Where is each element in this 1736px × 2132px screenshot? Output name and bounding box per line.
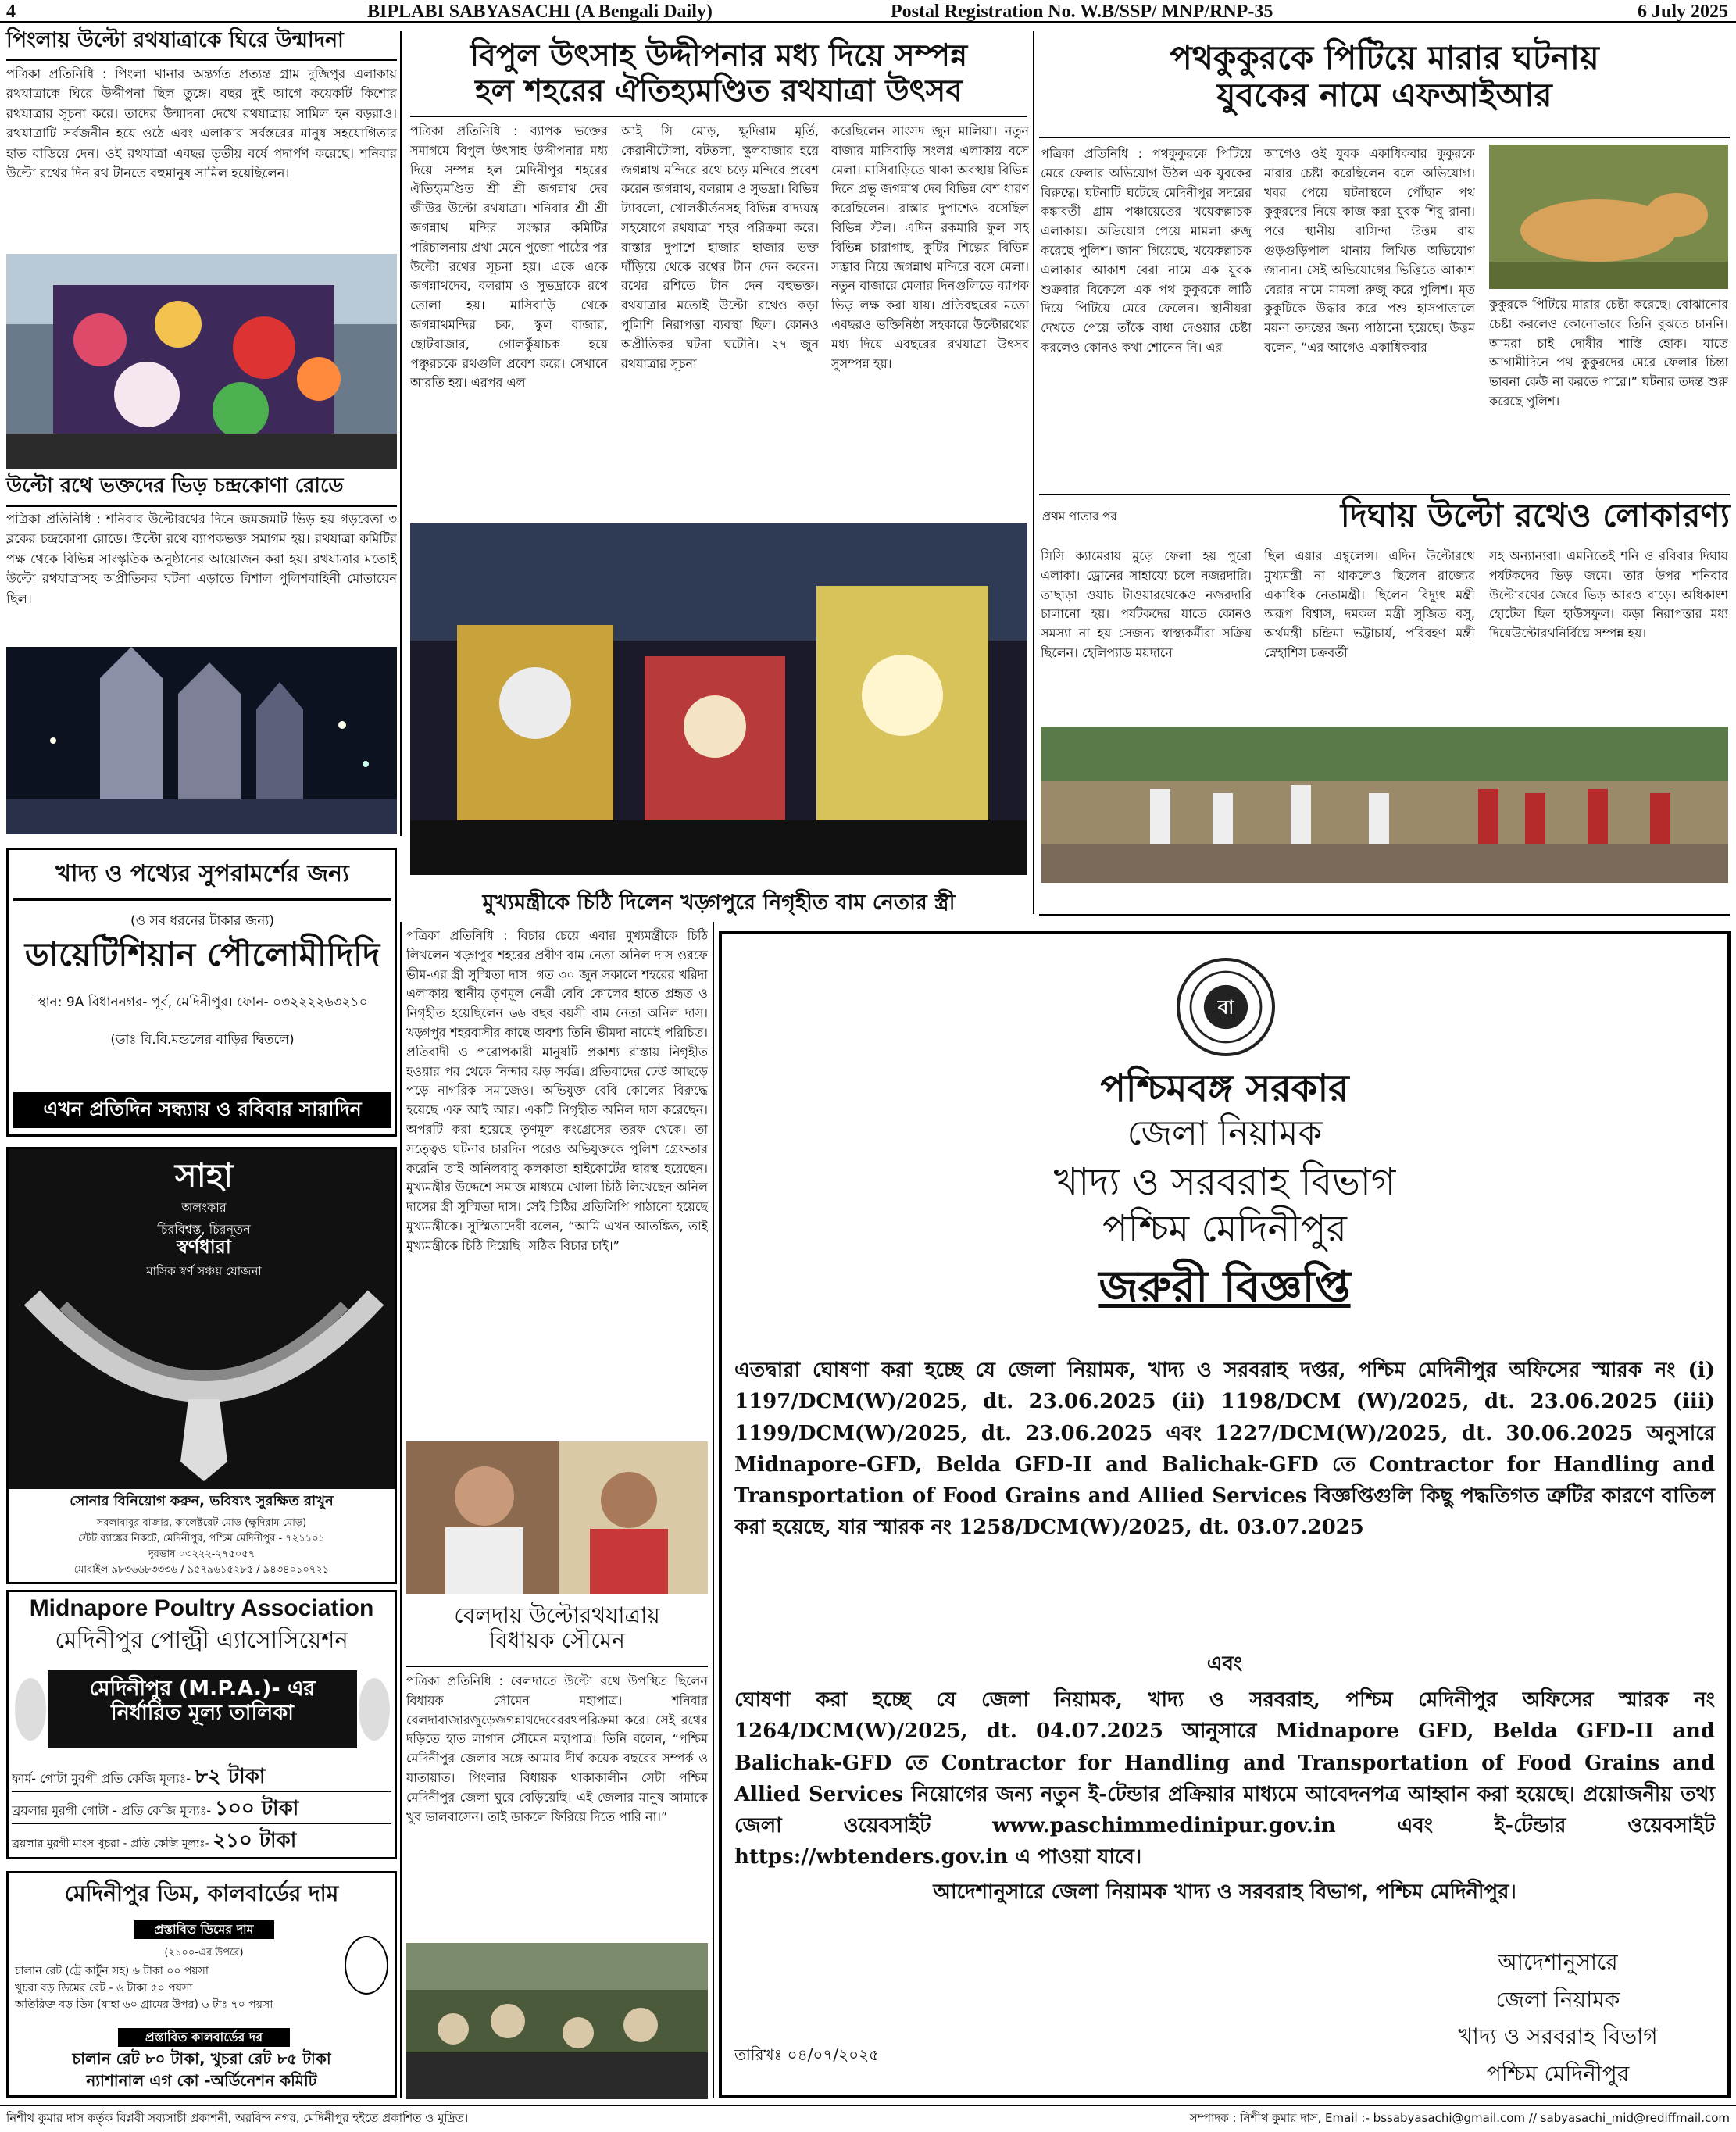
story-headline: মুখ্যমন্ত্রীকে চিঠি দিলেন খড়্গপুরে নিগৃহীত বাম নেতার স্ত্রী [482, 891, 956, 915]
divider [406, 1666, 708, 1667]
brand-tagline: চিরবিশ্বস্ত, চিরনূতন [157, 1222, 251, 1237]
egg-price-ad [6, 1871, 397, 2098]
ad-phone: দূরভাষ ০৩২২২-২৭৫০৫৭ [148, 1548, 255, 1560]
bird-price-heading: প্রস্তাবিত কালবার্ডের দর [118, 2028, 290, 2047]
story-headline: উল্টো রথে ভক্তদের ভিড় চন্দ্রকোণা রোডে [6, 474, 344, 498]
editor-contact: সম্পাদক : নিশীথ কুমার দাস, Email :- bssabyasachi@gmail.com // sabyasachi_mid@rediffmail.com [1189, 2111, 1730, 2125]
postal-registration: Postal Registration No. W.B/SSP/ MNP/RNP-35 [891, 2, 1273, 22]
jewellery-ad [6, 1147, 397, 1584]
story-column: পত্রিকা প্রতিনিধি : ব্যাপক ভক্তের সমাগমে বিপুল উৎসাহ উদ্দীপনার মধ্য দিয়ে সম্পন্ন হল মেদিনীপুর শহরের ঐতিহ্যমণ্ডিত শ্রী শ্রী জগন্নাথ দেব জীউর উল্টো রথযাত্রা। শনিবার শ্রী শ্রী জগন্নাথ মন্দির সংস্কার কমিটির পরিচালনায় প্রথা মেনে পুজো পাঠের পর উল্টো রথের সূচনা হয়। একে একে জগন্নাথদেব, বলরাম ও সুভদ্রাকে রথে তোলা হয়। মাসিবাড়ি থেকে জগন্নাথমন্দির চক, স্কুল বাজার, ছোটবাজার, গোলকুঁয়াচক হয়ে পঞ্চুরচকে রথগুলি প্রবেশ করে। সেখানে আরতি হয়। এরপর এল [410, 123, 608, 391]
ad-footer-banner: এখন প্রতিদিন সন্ধ্যায় ও রবিবার সারাদিন [13, 1092, 391, 1128]
brand-sub: অলংকার [181, 1200, 227, 1215]
svg-text:বা: বা [1217, 995, 1234, 1019]
ad-mobile: মোবাইল ৯৮৩৬৬৮৩৩৩৬ / ৯৫৭৯৬১৫২৮৫ / ৯৪৩৪০১০৭২১ [73, 1564, 330, 1576]
government-emblem-icon [1177, 958, 1275, 1056]
notice-paragraph: ঘোষণা করা হচ্ছে যে জেলা নিয়ামক, খাদ্য ও সরবরাহ, পশ্চিম মেদিনীপুর অফিসের স্মারক নং 1264/DCM(W)/2025, dt. 04.07.2025 আনুসারে Midnapore GFD, Belda GFD-II and Balichak-GFD তে Contractor for Handling and Transportation of Food Grains and Allied Services নিয়োগের জন্য নতুন ই-টেন্ডার প্রক্রিয়ার মাধ্যমে আবেদনপত্র আহ্বান করা হয়েছে। প্রয়োজনীয় তথ্য জেলা ওয়েবসাইট www.paschimmedinipur.gov.in এবং ই-টেন্ডার ওয়েবসাইট https://wbtenders.gov.in এ পাওয়া যাবে। [734, 1688, 1715, 1870]
dietitian-ad [6, 848, 397, 1137]
notice-paragraph: এতদ্বারা ঘোষণা করা হচ্ছে যে জেলা নিয়ামক, খাদ্য ও সরবরাহ দপ্তর, পশ্চিম মেদিনীপুর অফিসের স্মারক নং (i) 1197/DCM(W)/2025, dt. 23.06.2025 (ii) 1198/DCM (W)/2025, dt. 23.06.2025 (iii) 1199/DCM(W)/2025, dt. 23.06.2025 এবং 1227/DCM(W)/2025, dt. 30.06.2025 অনুসারে Midnapore-GFD, Belda GFD-II and Balichak-GFD তে Contractor for Handling and Transportation of Food Grains and Allied Services বিজ্ঞপ্তিগুলি কিছু পদ্ধতিগত ত্রুটির কারণে বাতিল করা হয়েছে, যার স্মারক নং 1258/DCM(W)/2025, dt. 03.07.2025 [734, 1359, 1715, 1540]
notice-signature: আদেশানুসারে জেলা নিয়ামক খাদ্য ও সরবরাহ বিভাগ পশ্চিম মেদিনীপুর [1458, 1949, 1658, 2087]
bird-rate: চালান রেট ৮০ টাকা, খুচরা রেট ৮৫ টাকা [72, 2049, 331, 2068]
issue-date: 6 July 2025 [1637, 2, 1728, 22]
necklace-illustration [16, 1282, 391, 1485]
story-headline: পথকুকুরকে পিটিয়ে মারার ঘটনায় যুবকের নামে এফআইআর [1170, 38, 1599, 115]
notice-order: আদেশানুসারে জেলা নিয়ামক খাদ্য ও সরবরাহ বিভাগ, পশ্চিম মেদিনীপুর। [933, 1880, 1516, 1904]
scheme-subtitle: মাসিক স্বর্ণ সঞ্চয় যোজনা [146, 1264, 262, 1278]
story-body: পত্রিকা প্রতিনিধি : শনিবার উল্টোরথের দিনে জমজমাট ভিড় হয় গড়বেতা ৩ ব্লকের চন্দ্রকোণা রোডে। উল্টো রথে ব্যাপকভক্ত সমাগম হয়। রথযাত্রা কমিটির পক্ষ থেকে বিভিন্ন সাংস্কৃতিক অনুষ্ঠানের আয়োজন করা হয়। রথযাত্রার মতোই উল্টো রথযাত্রাসহ অপ্রীতিকর ঘটনা এড়াতে বিশাল পুলিশবাহিনী মোতায়েন ছিল। [6, 512, 397, 606]
story-column: সহ অন্যান্যরা। এমনিতেই শনি ও রবিবার দিঘায় পর্যটকদের ভিড় জমে। তার উপর শনিবার উল্টোরথের জেরে ভিড় আরও বাড়ে। অধিকাংশ হোটেল ছিল হাউসফুল। কড়া নিরাপত্তার মধ্য দিয়েউল্টোরথনির্বিঘ্নে সম্পন্ন হয়। [1489, 548, 1728, 641]
ad-subtitle: (ও সব ধরনের টাকার জন্য) [130, 913, 274, 929]
story-headline: দিঘায় উল্টো রথেও লোকারণ্য [1340, 496, 1730, 534]
story-column: করেছিলেন সাংসদ জুন মালিয়া। নতুন বাজার মাসিবাড়ি সংলগ্ন এলাকায় বসে মেলা। মাসিবাড়িতে থাকা অবস্থায় বিভিন্ন দিনে প্রভু জগন্নাথ দেব বিভিন্ন বেশ ধারণ করেছিলেন। রাস্তার দুপাশেও বসেছিল বিভিন্ন স্টল। এদিন রকমারি ফুল সহ বিভিন্ন চারাগাছ, কুটির শিল্পের বিভিন্ন সম্ভার নিয়ে জগন্নাথ মন্দিরে বসে মেলা। নতুন বাজারে মেলার দিনগুলিতে ব্যাপক ভিড় লক্ষ করা যায়। প্রতিবছরের মতো এবছরও ভক্তিনিষ্ঠা সহকারে উল্টোরথের মধ্য দিয়ে এবছরের রথযাত্রা উৎসব সুসম্পন্ন হয়। [831, 123, 1029, 371]
ad-title-bn: মেদিনীপুর পোল্ট্রী এ্যাসোসিয়েশন [55, 1627, 348, 1653]
page-number: 4 [6, 2, 16, 22]
story-headline: বেলদায় উল্টোরথযাত্রায় বিধায়ক সৌমেন [454, 1602, 660, 1654]
divider [6, 505, 397, 507]
poultry-ad [6, 1590, 397, 1859]
notice-date: তারিখঃ ০৪/০৭/২০২৫ [734, 2045, 880, 2064]
masthead-strip [0, 0, 1736, 23]
column-rule [400, 922, 402, 2098]
divider [1039, 914, 1730, 916]
notice-government: পশ্চিমবঙ্গ সরকার [1100, 1066, 1349, 1110]
committee-name: ন্যাশানাল এগ কো -অর্ডিনেশন কমিটি [86, 2071, 317, 2090]
government-notice [719, 931, 1731, 2098]
column-rule [1033, 31, 1034, 914]
notice-and: এবং [1206, 1652, 1243, 1676]
rath-photo [6, 254, 397, 469]
column-rule [713, 922, 714, 2098]
imprint-line: নিশীথ কুমার দাস কর্তৃক বিপ্লবী সব্যসাচী প্রকাশনী, অরবিন্দ নগর, মেদিনীপুর হইতে প্রকাশিত ও মুদ্রিত। [6, 2111, 469, 2125]
notice-department: খাদ্য ও সরবরাহ বিভাগ [1053, 1160, 1396, 1204]
story-column: কুকুরকে পিটিয়ে মারার চেষ্টা করেছে। বোঝানোর চেষ্টা করলেও কোনোভাবে তিনি বুঝতে চাননি। আমরা চাই দোষীর শাস্তি হোক। যাতে আগামীদিনে পথ কুকুরদের মেরে ফেলার চিন্তা ভাবনা কেউ না করতে পারে।” ঘটনার তদন্ত শুরু করেছে পুলিশ। [1489, 297, 1728, 409]
brand-logo: সাহা [174, 1156, 234, 1195]
price-list [12, 1760, 391, 1855]
divider [1039, 137, 1730, 138]
column-rule [400, 31, 402, 836]
egg-icon [345, 1936, 388, 1995]
divider [1039, 494, 1730, 495]
ad-address-line: সরলাবাবুর বাজার, কালেক্টরেট মোড় (ক্ষুদিরাম মোড়) [96, 1517, 307, 1529]
story-kicker: প্রথম পাতার পর [1042, 509, 1117, 523]
story-column: আগেও ওই যুবক একাধিকবার কুকুরকে মারার চেষ্টা করেছিলেন বলে অভিযোগ। খবর পেয়ে ঘটনাস্থলে পৌঁছান পথ কুকুরদের নিয়ে কাজ করা যুবক শিবু রানা। পরে স্থানীয় বাসিন্দা উত্তম রায় গুড়গুড়িপাল থানায় লিখিত অভিযোগ জানান। সেই অভিযোগের ভিত্তিতে আকাশ বেরার নামে মামলা রুজু করে পুলিশ। মৃত কুকুটিকে উদ্ধার করে পশু হাসপাতালে ময়না তদন্তের জন্য পাঠানো হয়েছে। উত্তম বলেন, “এর আগেও একাধিকবার [1264, 146, 1475, 355]
egg-price-heading: প্রস্তাবিত ডিমের দাম [134, 1920, 274, 1939]
story-headline: বিপুল উৎসাহ উদ্দীপনার মধ্য দিয়ে সম্পন্ন হল শহরের ঐতিহ্যমণ্ডিত রথযাত্রা উৎসব [470, 38, 968, 109]
divider [6, 59, 397, 61]
ad-address-line: স্টেট ব্যাঙ্কের নিকটে, মেদিনীপুর, পশ্চিম মেদিনীপুর - ৭২১১০১ [78, 1533, 325, 1545]
price-banner: মেদিনীপুর (M.P.A.)- এর নির্ধারিত মূল্য তালিকা [48, 1670, 357, 1748]
story-body: পত্রিকা প্রতিনিধি : বিচার চেয়ে এবার মুখ্যমন্ত্রীকে চিঠি লিখলেন খড়্গপুর শহরের প্রবীণ বাম নেতা অনিল দাস ওরফে ভীম-এর স্ত্রী সুস্মিতা দাস। গত ৩০ জুন সকালে শহরের খরিদা এলাকায় স্থানীয় তৃণমূল নেত্রী বেবি কোলের হাতে প্রহৃত ও নিগৃহীত হয়েছিলেন ৬৬ বছর বয়সী বাম নেতা অনিল দাস। খড়্গপুর শহরবাসীর কাছে অবশ্য তিনি ভীমদা নামেই পরিচিত। প্রতিবাদী ও পরোপকারী মানুষটি প্রকাশ্য রাস্তায় নিগৃহীত হওয়ার পর থেকে নিন্দার ঝড় সর্বত্র। প্রতিবাদের ঢেউ আছড়ে পড়ে নাগরিক সমাজেও। অভিযুক্ত বেবি কোলের বিরুদ্ধে হয়েছে এফ আই আর। একটি নিগৃহীত অনিল দাস করেছেন। অপরটি করা হয়েছে তৃণমূল কংগ্রেসের তরফ থেকে। তা সত্ত্বেও ঘটনার চারদিন পরেও অভিযুক্তকে পুলিশ গ্রেফতার করেনি তাই অনিলবাবু কলকাতা হাইকোর্টের দ্বারস্থ হয়েছেন। মুখ্যমন্ত্রীর উদ্দেশে সমাজ মাধ্যমে খোলা চিঠি লিখেছেন অনিল দাসের স্ত্রী সুস্মিতা দাস। সেই চিঠির প্রতিলিপি পাঠানো হয়েছে মুখ্যমন্ত্রীকে। সুস্মিতাদেবী বলেন, “আমি এখন আতঙ্কিত, তাই মুখ্যমন্ত্রীকে চিঠি দিয়েছি। সঠিক বিচার চাই।” [406, 928, 708, 1253]
ad-note: (ডাঃ বি.বি.মন্ডলের বাড়ির দ্বিতলে) [110, 1032, 295, 1048]
temple-night-photo [6, 647, 397, 834]
divider [410, 116, 1027, 117]
dog-photo [1489, 145, 1728, 289]
ad-title: মেদিনীপুর ডিম, কালবার্ডের দাম [64, 1880, 339, 1906]
chariots-photo [410, 523, 1027, 875]
dietitian-name: ডায়েটিশিয়ান পৌলোমীদিদি [24, 935, 380, 973]
couple-photo [406, 1441, 708, 1594]
notice-district: পশ্চিম মেদিনীপুর [1102, 1207, 1347, 1251]
ad-address: স্থান: 9A বিধাননগর- পূর্ব, মেদিনীপুর। ফোন- ০৩২২২২৬৩২১০ [37, 995, 368, 1010]
price-row: ব্রয়লার মুরগী গোটা - প্রতি কেজি মূল্যঃ- ১০০ টাকা [12, 1792, 391, 1824]
hen-icon [15, 1678, 46, 1741]
price-row: ফার্ম- গোটা মুরগী প্রতি কেজি মূল্যঃ- ৮২ টাকা [12, 1760, 391, 1792]
notice-heading: জরুরী বিজ্ঞপ্তি [1098, 1262, 1351, 1312]
story-body: পত্রিকা প্রতিনিধি : বেলদাতে উল্টো রথে উপস্থিত ছিলেন বিধায়ক সৌমেন মহাপাত্র। শনিবার বেলদাবাজারজুড়েজগন্নাথদেবেররথপরিক্রমা করে। সেই রথের দড়িতে হাত লাগান সৌমেন মহাপাত্র। তিনি বলেন, “পশ্চিম মেদিনীপুর জেলার সঙ্গে আমার দীর্ঘ কয়েক বছরের সম্পর্ক ও যাতায়াত। পিংলার বিধায়ক থাকাকালীন সেটা পশ্চিম মেদিনীপুর জেলা ঘুরে বেড়িয়েছি। এই জেলার মানুষ আমাকে খুব ভালবাসেন। তাই ডাকলে ফিরিয়ে দিতে পারি না।” [406, 1673, 708, 1824]
divider [13, 898, 391, 901]
egg-note: (২১০০-এর উপরে) [164, 1947, 244, 1959]
story-column: ছিল এয়ার এম্বুলেন্স। এদিন উল্টোরথে মুখ্যমন্ত্রী না থাকলেও ছিলেন রাজ্যের একাধিক নেতামন্ত্রী। ছিলেন বিদ্যুৎ মন্ত্রী অরূপ বিশ্বাস, দমকল মন্ত্রী সুজিত বসু, অর্থমন্ত্রী চন্দ্রিমা ভট্টাচার্য, পরিবহণ মন্ত্রী স্নেহাশিস চক্রবর্তী [1264, 548, 1475, 660]
ad-title: খাদ্য ও পথ্যের সুপরামর্শের জন্য [55, 860, 349, 887]
story-column: আই সি মোড়, ক্ষুদিরাম মূর্তি, কেরানীটোলা, বটতলা, স্কুলবাজার হয়ে জগন্নাথ মন্দিরে রথে চড়ে মন্দিরে প্রবেশ করেন জগন্নাথ, বলরাম ও সুভদ্রা। বিভিন্ন ট্যাবলো, খোলকীর্তনসহ বিভিন্ন বাদ্যযন্ত্র সহযোগে রথযাত্রা শহর পরিক্রমা করে। রাস্তার দুপাশে হাজার হাজার ভক্ত দাঁড়িয়ে থেকে রথের টান দেন করেন। রথের রশিতে টান দেন বহুভক্ত। রথযাত্রার মতোই উল্টো রথেও কড়া পুলিশি নিরাপত্তা ব্যবস্থা ছিল। কোনও অপ্রীতিকর ঘটনা ঘটেনি। ২৭ জুন রথযাত্রার সূচনা [621, 123, 819, 371]
story-headline: পিংলায় উল্টো রথযাত্রাকে ঘিরে উন্মাদনা [6, 28, 344, 52]
egg-rates: চালান রেট (ট্রে কার্টুন সহ) ৬ টাকা ০০ পয়সা খুচরা বড় ডিমের রেট - ৬ টাকা ৫০ পয়সা অতিরিক্ত বড় ডিম (যাহা ৬০ গ্রামের উপর) ৬ টাঃ ৭০ পয়সা [15, 1965, 273, 2012]
story-body: পত্রিকা প্রতিনিধি : পিংলা থানার অন্তর্গত প্রত্যন্ত গ্রাম দুজিপুর এলাকায় রথযাত্রাকে ঘিরে উদ্দীপনা ছিল তুঙ্গে। বছর দুই আগে কয়েকটি কিশোর রথযাত্রার সূচনা করে। তাদের উন্মাদনা দেখে রথযাত্রায় সামিল হন বড়রাও। রথযাত্রাটি সর্বজনীন হয়ে ওঠে এবং এলাকার সর্বস্তরের মানুষ সহযোগিতার হাত বাড়িয়ে দেন। ওই রথযাত্রা এবছর তৃতীয় বর্ষে পদার্পণ করেছে। শনিবার উল্টো রথের দিন রথ টানতে বহুমানুষ সামিল হয়েছিলেন। [6, 66, 397, 181]
price-row: ব্রয়লার মুরগী মাংস খুচরা - প্রতি কেজি মূল্যঃ- ২১০ টাকা [12, 1829, 297, 1852]
story-column: পত্রিকা প্রতিনিধি : পথকুকুরকে পিটিয়ে মেরে ফেলার অভিযোগ উঠল এক যুবকের বিরুদ্ধে। ঘটনাটি ঘটেছে মেদিনীপুর সদরের কঙ্কাবতী গ্রাম পঞ্চায়েতের খয়েরুল্লাচক এলাকায়। অভিযোগ পেয়ে মামলা রুজু করেছে পুলিশ। জানা গিয়েছে, খয়েরুল্লাচক এলাকার আকাশ বেরা নামে এক যুবক শুক্রবার বিকেলে এক পথ কুকুরকে লাঠি দিয়ে পিটিয়ে মেরে ফেলেন। স্থানীয়রা দেখতে পেয়ে তাঁকে বাধা দেওয়ার চেষ্টা করলেও কোনও কথা শোনেন নি। এর [1041, 146, 1252, 355]
scheme-name: স্বর্ণধারা [177, 1236, 231, 1258]
hen-icon [359, 1678, 390, 1741]
story-column: সিসি ক্যামেরায় মুড়ে ফেলা হয় পুরো এলাকা। ড্রোনের সাহায্যে চলে নজরদারি। তাছাড়া ওয়াচ টাওয়ারথেকেও নজরদারি চালানো হয়। পর্যটকদের যাতে কোনও সমস্যা না হয় সেজন্য স্বাস্থ্যকর্মীরা সক্রিয় ছিলেন। হেলিপ্যাড ময়দানে [1041, 548, 1252, 660]
paper-name: BIPLABI SABYASACHI (A Bengali Daily) [367, 2, 713, 22]
dancers-photo [1041, 727, 1728, 883]
divider [0, 2105, 1736, 2106]
mla-rath-photo [406, 1943, 708, 2099]
ad-slogan: সোনার বিনিয়োগ করুন, ভবিষ্যৎ সুরক্ষিত রাখুন [70, 1493, 334, 1509]
notice-office: জেলা নিয়ামক [1127, 1113, 1323, 1153]
ad-title-en: Midnapore Poultry Association [29, 1595, 374, 1621]
